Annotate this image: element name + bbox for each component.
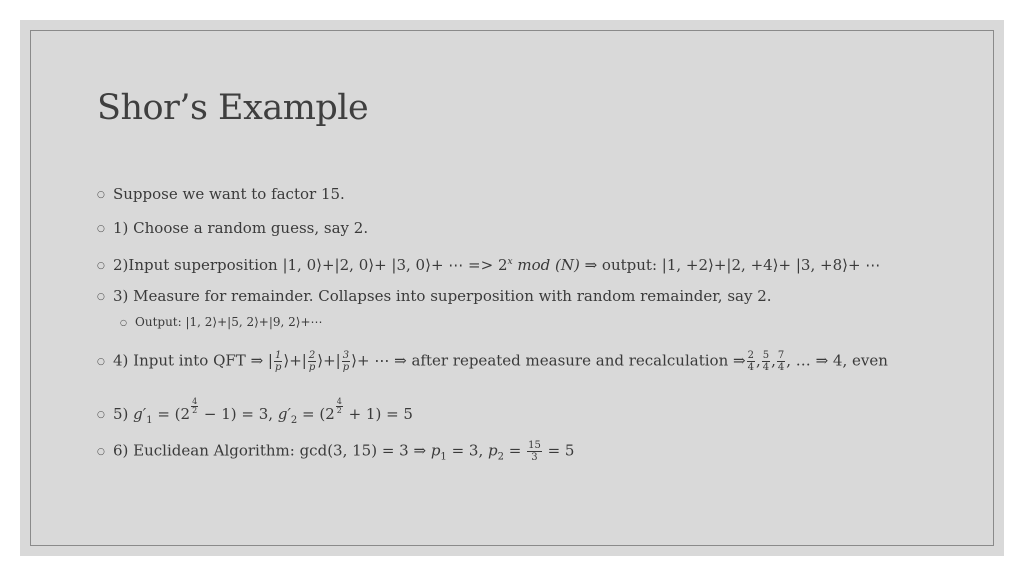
slide-title: Shor’s Example [97,88,369,128]
fraction: $\frac{7}{4}$ [777,350,785,373]
fraction: $\frac{2}{p}$ [308,350,316,373]
fraction: $\frac{15}{3}$ [528,440,541,463]
fraction: 4 2 [336,397,342,415]
fraction: $\frac{2}{4}$ [747,350,754,373]
bullet-dot-icon: ○ [97,224,105,234]
bullet-input-superposition: ○ 2)Input superposition |1, 0⟩+|2, 0⟩+ |3, 0⟩+ ⋯ => $2^x$ mod (N) ⇒ output: |1, +2⟩+|2, +4⟩+ |3, +8⟩+ ⋯ [97,256,881,274]
bullet-dot-icon: ○ [97,292,105,302]
bullet-g-values: ○ 5) $g'_1 = (2$ $^{\frac{4}{2}}$ − 1) = 3, $g'_2 = (2$ $^{\frac{4}{2}}$ + 1) = 5 [97,397,413,426]
bullet-choose-guess: ○ 1) Choose a random guess, say 2. [97,219,369,237]
bullet-dot-icon: ○ [97,410,105,420]
subbullet-output: ○ Output: |1, 2⟩+|5, 2⟩+|9, 2⟩+⋯ [120,312,323,333]
bullet-dot-icon: ○ [97,446,105,457]
sub-bullet-dot-icon: ○ [120,318,127,327]
bullet-qft: ○ 4) Input into QFT ⇒ | $\frac{1}{p}$ ⟩+| $\frac{2}{p}$ ⟩+| $\frac{3}{p}$ ⟩+ ⋯ ⇒ after repeated measure and recalculation ⇒ $\frac{2}{4}$ , $\frac{5}{4}$ , $\frac{7}{4}$ , … ⇒ 4, even [97,350,888,373]
slide [20,20,1004,556]
fraction: 4 2 [192,397,198,415]
bullet-dot-icon: ○ [97,261,105,271]
fraction: $\frac{5}{4}$ [762,350,770,373]
bullet-measure-remainder: ○ 3) Measure for remainder. Collapses into superposition with random remainder, say 2. [97,287,772,305]
bullet-dot-icon: ○ [97,190,105,200]
bullet-euclidean: ○ 6) Euclidean Algorithm: gcd(3, 15) = 3 ⇒ $p_1 = 3$, $p_2$ = $\frac{15}{3}$ = 5 [97,440,575,463]
fraction: $\frac{1}{p}$ [274,350,282,373]
bullet-suppose: ○ Suppose we want to factor 15. [97,185,345,203]
fraction: $\frac{3}{p}$ [342,350,350,373]
bullet-dot-icon: ○ [97,356,105,367]
